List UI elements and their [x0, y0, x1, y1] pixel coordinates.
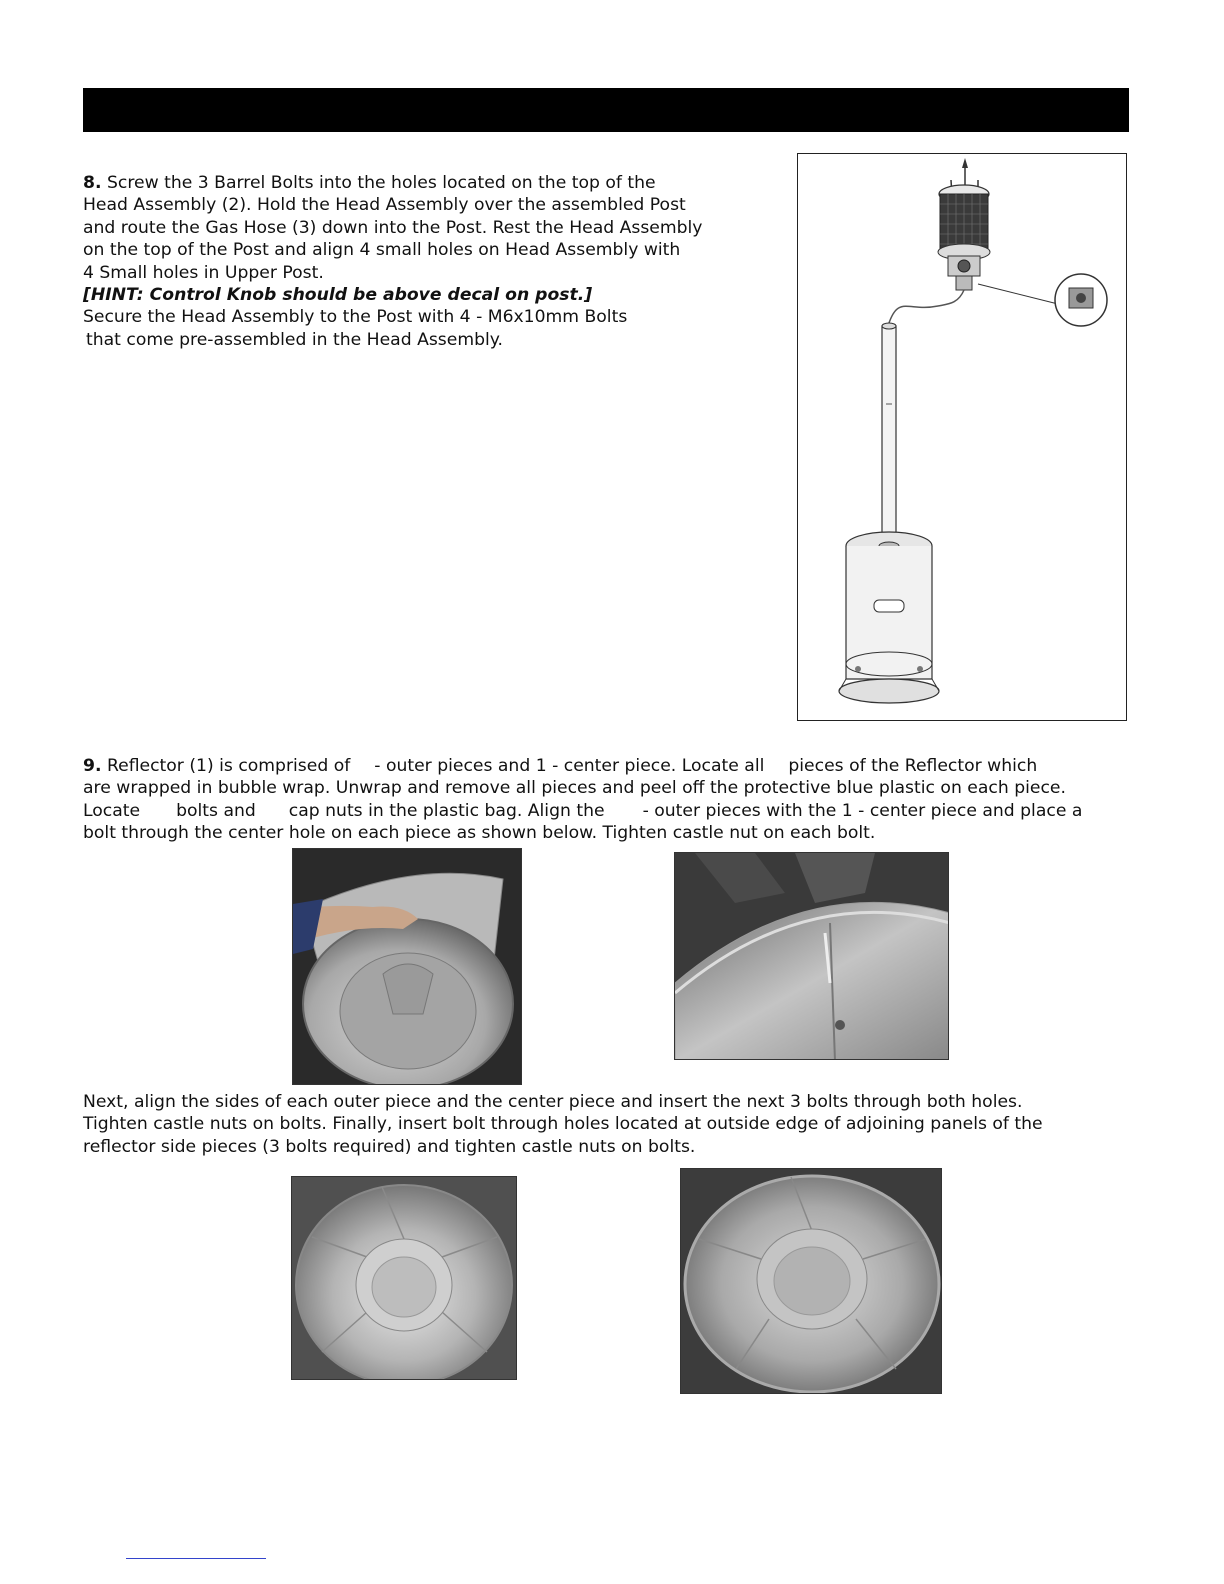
photo-bolt-through-center	[674, 852, 949, 1060]
photo-outer-piece-placement	[292, 848, 522, 1085]
pin-tip	[962, 158, 968, 168]
post-top	[882, 323, 896, 329]
step-8-secure-line-2: that come pre-assembled in the Head Assembly.	[86, 329, 503, 350]
step-9-line-2: are wrapped in bubble wrap. Unwrap and remove all pieces and peel off the protective blue plastic on each piece.	[83, 778, 1066, 799]
photo-reflector-assembled-top	[680, 1168, 942, 1394]
step-9-line-1a: Reflector (1) is comprised of	[101, 756, 351, 776]
base-hole-right	[917, 666, 923, 672]
step-8-hint: [HINT: Control Knob should be above decal on post.]	[83, 285, 593, 306]
step-9-line-3b: bolts and	[176, 800, 256, 821]
next-line-3: reflector side pieces (3 bolts required) and tighten castle nuts on bolts.	[83, 1136, 696, 1157]
step-8-line-5: 4 Small holes in Upper Post.	[83, 262, 324, 283]
step-9-instructions	[83, 755, 1143, 845]
next-line-1: Next, align the sides of each outer piece and the center piece and insert the next 3 bolts through both holes.	[83, 1092, 1023, 1112]
next-line-2: Tighten castle nuts on bolts. Finally, insert bolt through holes located at outside edge of adjoining panels of the	[83, 1114, 1043, 1135]
photo-reflector-assembled-inside	[291, 1176, 517, 1380]
step-9-number: 9.	[83, 756, 102, 776]
next-align-instructions	[83, 1091, 1143, 1158]
patio-heater-diagram	[797, 153, 1127, 721]
step-8-instructions	[83, 172, 783, 351]
step-9-line-3d: - outer pieces with the 1 - center piece and place a	[642, 800, 1083, 821]
step-8-line-3: and route the Gas Hose (3) down into the Post. Rest the Head Assembly	[83, 217, 703, 238]
callout-line	[978, 284, 1058, 304]
base-foot	[839, 679, 939, 703]
step-9-line-1b: - outer pieces and 1 - center piece. Locate all	[374, 756, 765, 776]
step-8-line-1: Screw the 3 Barrel Bolts into the holes located on the top of the	[101, 173, 656, 193]
step-8-number: 8.	[83, 173, 102, 193]
step-8-line-4: on the top of the Post and align 4 small holes on Head Assembly with	[83, 240, 681, 261]
step-9-line-1c: pieces of the Reflector which	[788, 756, 1038, 776]
step-9-line-3a: Locate	[83, 800, 141, 821]
base-window	[874, 600, 904, 612]
base-hole-left	[855, 666, 861, 672]
footer-link-underline	[126, 1558, 266, 1559]
valve-block	[956, 276, 972, 290]
control-knob	[958, 260, 970, 272]
callout-knob	[1076, 293, 1086, 303]
step-8-line-2: Head Assembly (2). Hold the Head Assembly over the assembled Post	[83, 195, 686, 216]
step-9-line-3c: cap nuts in the plastic bag. Align the	[288, 800, 605, 821]
section-header-bar	[83, 88, 1129, 132]
step-9-line-4: bolt through the center hole on each piece as shown below. Tighten castle nut on each bolt.	[83, 823, 876, 844]
heater-illustration	[798, 154, 1125, 719]
upper-post	[882, 326, 896, 536]
step-8-secure-line-1: Secure the Head Assembly to the Post with 4 - M6x10mm Bolts	[83, 307, 628, 328]
gas-hose	[888, 290, 964, 326]
